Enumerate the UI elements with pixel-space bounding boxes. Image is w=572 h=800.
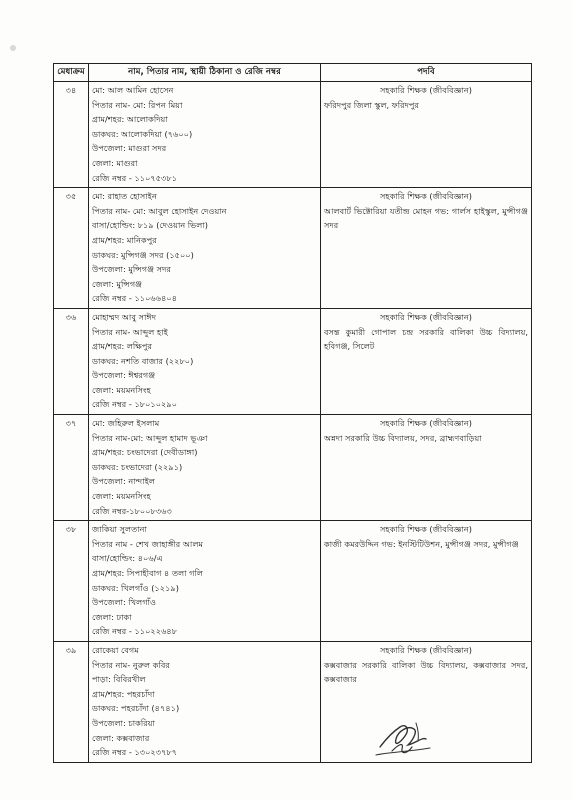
designation: সহকারি শিক্ষক (জীববিজ্ঞান) [379,524,473,535]
candidate-details-cell [89,641,321,762]
designation: সহকারি শিক্ষক (জীববিজ্ঞান) [379,311,473,322]
candidate-detail-line: রোকেয়া বেগম [92,644,139,655]
candidate-details-cell [89,188,321,309]
candidate-detail-line: উপজেলা: মাগুরা সদর [92,143,167,154]
candidate-detail-line: পিতার নাম - শেখ জাহাঙ্গীর আলম [92,538,204,549]
candidate-detail-line: জাকিয়া সুলতানা [92,524,147,535]
designation: সহকারি শিক্ষক (জীববিজ্ঞান) [379,418,473,429]
candidate-detail-line: ডাকঘর: চংভাদেরা (২২৯১) [92,461,183,472]
candidate-detail-line: জেলা: ঢাকা [92,611,132,622]
candidate-detail-line: জেলা: মাগুরা [92,157,138,168]
rank-cell: ৩৯ [54,641,89,762]
rank-cell: ৩৬ [54,308,89,414]
designation: সহকারি শিক্ষক (জীববিজ্ঞান) [379,85,473,95]
table-header-row [54,64,532,82]
candidate-details-cell [89,82,321,188]
candidate-detail-line: ডাকঘর: পহরচাঁদা (৪৭৪১) [92,703,180,714]
school-name: ফরিদপুর জিলা স্কুল, ফরিদপুর [324,99,419,110]
rank-cell: ৩৭ [54,415,89,521]
signature-image [372,717,434,761]
position-cell [321,308,532,414]
position-cell [321,82,532,188]
candidate-detail-line: রেজি নম্বর - ১১০২২৬৪৮ [92,626,178,637]
school-name: অন্নদা সরকারি উচ্চ বিদ্যালয়, সদর, ব্রাহ্মণবাড়িয়া [324,432,482,443]
candidate-detail-line: রেজি নম্বর-১৮০০৮৩৬৩ [92,505,172,516]
position-cell [321,415,532,521]
candidate-detail-line: জেলা: ময়মনসিংহ [92,491,151,502]
candidate-detail-line: পিতার নাম-মো: আব্দুল হামাদ ভূঞা [92,432,208,443]
table-row [54,641,532,762]
candidate-detail-line: উপজেলা: নান্দাইল [92,476,155,487]
candidate-detail-line: জেলা: ময়মনসিংহ [92,384,151,395]
candidate-detail-line: মো: জহিরুল ইসলাম [92,418,160,429]
candidate-detail-line: উপজেলা: খিলগাঁও [92,597,156,608]
candidate-detail-line: পিতার নাম- মো: আবুল হোসাইন দেওয়ান [92,205,227,216]
position-cell [321,188,532,309]
candidate-detail-line: উপজেলা: চাকরিয়া [92,717,155,728]
table-row [54,82,532,188]
header-rank: মেধাক্রম [54,64,89,82]
rank-cell: ৩৫ [54,188,89,309]
candidate-detail-line: রেজি নম্বর - ১১০৬৬৪০৪ [92,293,178,304]
header-details: নাম, পিতার নাম, স্থায়ী ঠিকানা ও রেজি নম্বর [89,64,321,82]
candidate-detail-line: রেজি নম্বর - ১৮০১০২৯০ [92,399,178,410]
position-cell [321,521,532,642]
candidate-details-cell [89,415,321,521]
candidate-detail-line: মো: রাহাত হোসাইন [92,191,157,202]
school-name: বসন্ত কুমারী গোপাল চন্দ্র সরকারি বালিকা উচ্চ বিদ্যালয়, হবিগঞ্জ, সিলেট [324,326,528,352]
candidate-detail-line: জেলা: কক্সবাজার [92,732,150,743]
candidate-details-cell [89,521,321,642]
candidate-detail-line: পাড়া: বিবিরখীল [92,674,146,685]
candidate-detail-line: ডাকঘর: নশতি বাজার (২২৮০) [92,355,194,366]
candidate-detail-line: বাসা/হোল্ডিং: ৪০৬/এ [92,553,163,564]
table-row [54,415,532,521]
designation: সহকারি শিক্ষক (জীববিজ্ঞান) [379,191,473,202]
candidate-detail-line: গ্রাম/শহর: আলোকদিয়া [92,114,168,125]
candidate-detail-line: বাসা/হোল্ডিং: ৮১৯ (দেওয়ান ভিলা) [92,220,208,231]
candidate-detail-line: ডাকঘর: খিলগাঁও (১২১৯) [92,582,179,593]
candidate-detail-line: জেলা: মুন্সিগঞ্জ [92,278,143,289]
candidate-detail-line: গ্রাম/শহর: মানিকপুর [92,234,157,245]
school-name: কাজী কমরউদ্দিন গভ: ইনস্টিটিউশন, মুন্সীগঞ্জ সদর, মুন্সীগঞ্জ [324,538,519,549]
table-row [54,188,532,309]
school-name: কক্সবাজার সরকারি বালিকা উচ্চ বিদ্যালয়, কক্সবাজার সদর, কক্সবাজার [324,659,528,685]
designation: সহকারি শিক্ষক (জীববিজ্ঞান) [379,644,473,655]
candidate-details-cell [89,308,321,414]
candidate-detail-line: গ্রাম/শহর: চংভাদেরা (দেবীডাঙ্গা) [92,447,198,458]
candidate-detail-line: রেজি নম্বর - ১৩০২৩৭৮৭ [92,747,178,758]
candidate-detail-line: গ্রাম/শহর: লক্ষিপুর [92,341,152,352]
page-dot [10,45,16,51]
rank-cell: ৩৪ [54,82,89,188]
candidate-detail-line: পিতার নাম- নুরুল কবির [92,659,170,670]
candidate-detail-line: ডাকঘর: আলোকদিয়া (৭৬০০) [92,128,193,139]
candidate-detail-line: উপজেলা: ঈশ্বরগঞ্জ [92,370,156,381]
candidate-detail-line: মো: আল আমিন হোসেন [92,85,174,95]
rank-cell: ৩৮ [54,521,89,642]
merit-list-table [53,63,532,763]
candidate-detail-line: মোহাম্মদ আবু সাঈদ [92,311,157,322]
candidate-detail-line: গ্রাম/শহর: পহরচাঁদা [92,688,155,699]
candidate-detail-line: গ্রাম/শহর: সিপাহীবাগ ৪ তলা গলি [92,568,203,578]
table-row [54,521,532,642]
header-position: পদবি [321,64,532,82]
school-name: আলবার্ট ভিক্টোরিয়া যতীন্দ্র মোহন গভ: গার্লস হাইস্কুল, মুন্সীগঞ্জ সদর [324,205,528,231]
candidate-detail-line: ডাকঘর: মুন্সিগঞ্জ সদর (১৫০০) [92,249,194,260]
candidate-detail-line: পিতার নাম- মো: রিপন মিয়া [92,99,183,110]
candidate-detail-line: উপজেলা: মুন্সিগঞ্জ সদর [92,264,171,275]
candidate-detail-line: পিতার নাম- আব্দুল হাই [92,326,168,337]
candidate-detail-line: রেজি নম্বর - ১১০৭৫৩৮১ [92,172,178,183]
table-row [54,308,532,414]
